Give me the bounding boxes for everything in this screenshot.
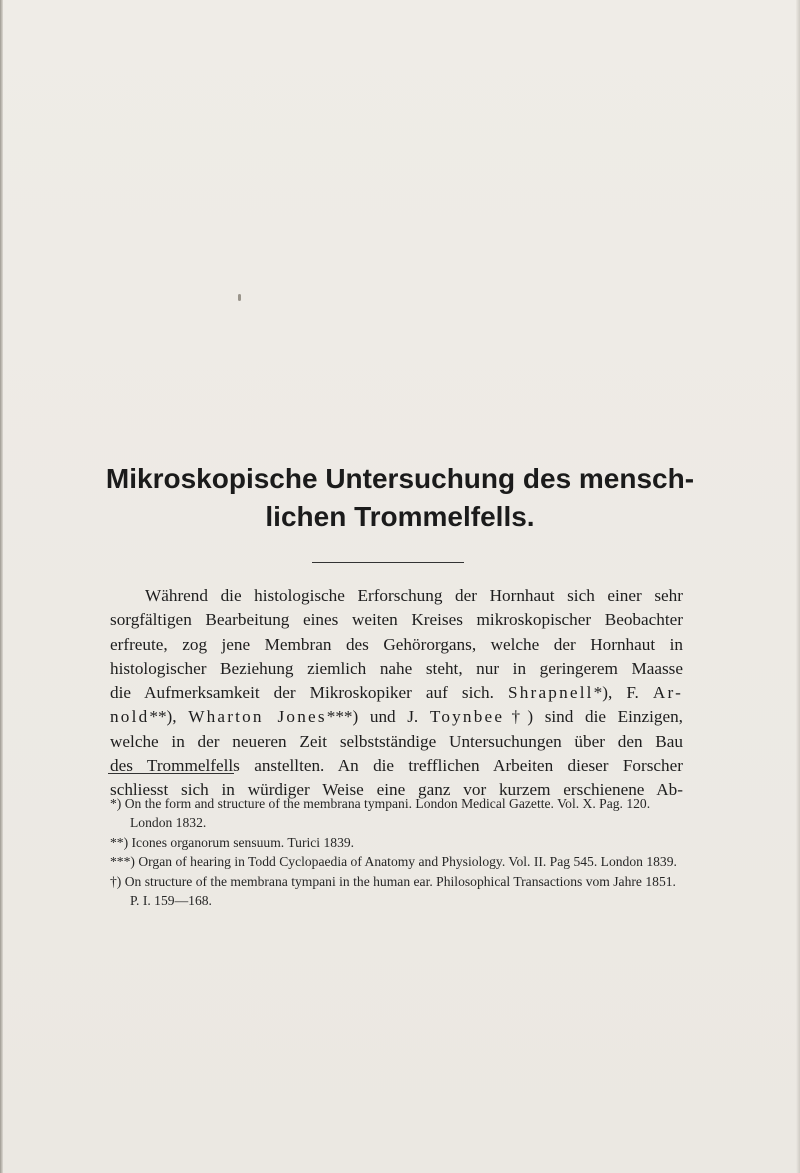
body-line: erfreute, zog jene Membran des Gehörorgans, welche der Hornhaut in bbox=[110, 634, 683, 654]
footnote-ref: †) bbox=[504, 707, 534, 727]
author-name-shrapnell: Shrapnell bbox=[507, 683, 594, 703]
body-text-segment: die Aufmerksamkeit der Mikroskopiker auf sich. bbox=[110, 683, 494, 703]
footnote bbox=[110, 833, 685, 852]
footnote-mark: *) bbox=[110, 796, 122, 811]
body-line: sorgfältigen Bearbeitung eines weiten Kreises mikroskopischer Beobachter bbox=[110, 610, 683, 630]
body-line: Während die histologische Erforschung der Hornhaut sich einer sehr bbox=[145, 586, 683, 605]
body-line-with-names bbox=[110, 705, 683, 729]
footnote-ref: *), bbox=[593, 683, 613, 703]
footnote-mark: **) bbox=[110, 834, 129, 850]
author-initial: F. bbox=[626, 683, 639, 703]
author-name-arnold-part2: nold bbox=[110, 707, 150, 727]
footnote-ref: ***) bbox=[326, 707, 359, 727]
footnote-text: Icones organorum sensuum. Turici 1839. bbox=[131, 834, 355, 850]
body-line: schliesst sich in würdiger Weise eine ganz vor kurzem erschienene Ab- bbox=[110, 780, 683, 800]
title-divider bbox=[312, 562, 464, 563]
footnote-divider bbox=[108, 773, 234, 774]
footnotes bbox=[110, 794, 685, 910]
body-paragraph bbox=[110, 584, 683, 803]
body-line-with-names bbox=[110, 681, 683, 705]
footnote bbox=[110, 852, 685, 871]
footnote-text: On the form and structure of the membrana tympani. London Medical Gazette. Vol. X. Pag. 120. London 1832. bbox=[124, 796, 651, 831]
footnote bbox=[110, 794, 685, 833]
page-right-edge bbox=[796, 0, 800, 1173]
footnote-mark: ***) bbox=[110, 854, 135, 870]
footnote-mark: †) bbox=[110, 873, 122, 889]
footnote-ref: **), bbox=[149, 707, 177, 727]
chapter-title-line-2: lichen Trommelfells. bbox=[265, 501, 535, 532]
author-name-toynbee: Toynbee bbox=[429, 707, 505, 727]
chapter-title-line-1: Mikroskopische Untersuchung des mensch- bbox=[105, 463, 695, 494]
chapter-title bbox=[80, 460, 720, 536]
paper-speck bbox=[238, 294, 241, 301]
footnote-text: On structure of the membrana tympani in the human ear. Philosophical Transactions vom Jahre 1851. P. I. 159—168. bbox=[124, 873, 676, 909]
author-name-arnold-part1: Ar- bbox=[652, 683, 683, 703]
body-line: des Trommelfells anstellten. An die trefflichen Arbeiten dieser Forscher bbox=[110, 756, 683, 776]
footnote bbox=[110, 872, 685, 911]
page-left-edge bbox=[0, 0, 3, 1173]
body-line: histologischer Beziehung ziemlich nahe steht, nur in geringerem Maasse bbox=[110, 658, 683, 678]
footnote-text: Organ of hearing in Todd Cyclopaedia of Anatomy and Physiology. Vol. II. Pag 545. London 1839. bbox=[138, 854, 677, 870]
body-text-segment: und J. bbox=[369, 707, 419, 727]
body-line: welche in der neueren Zeit selbstständige Untersuchungen über den Bau bbox=[110, 731, 683, 751]
author-name-wharton-jones: Wharton Jones bbox=[188, 707, 327, 727]
body-text-segment: sind die Einzigen, bbox=[544, 707, 683, 727]
